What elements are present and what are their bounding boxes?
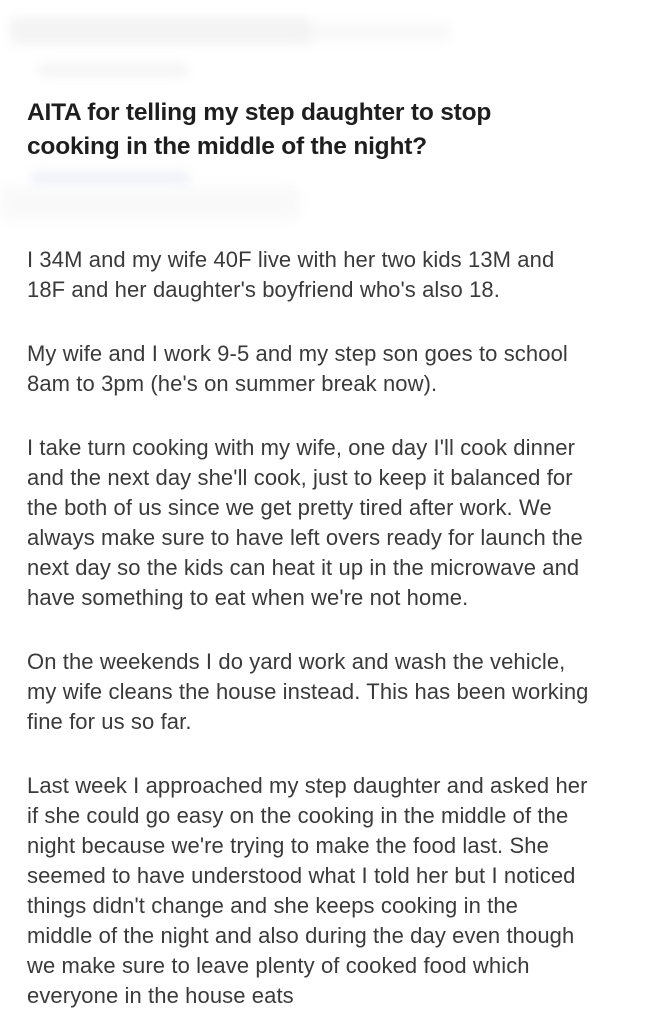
post-paragraph: I take turn cooking with my wife, one day I'll cook dinner and the next day she'll cook, just to keep it balanced for the both of us since we get pretty tired after work. We always make sure to have left overs ready for launch the next day so the kids can heat it up in the microwave and have something to eat when we're not home. — [27, 435, 583, 610]
post-body — [27, 245, 589, 1024]
redacted-user-info — [38, 63, 188, 77]
post-paragraph: My wife and I work 9-5 and my step son goes to school 8am to 3pm (he's on summer break now). — [27, 341, 568, 396]
post-paragraph: Last week I approached my step daughter and asked her if she could go easy on the cooking in the middle of the night because we're trying to make the food last. She seemed to have understood what I told her but I noticed things didn't change and she keeps cooking in the middle of the night and also during the day even though we make sure to leave plenty of cooked food which everyone in the house eats — [27, 773, 588, 1008]
redacted-post-meta — [0, 186, 300, 220]
post-paragraph: I 34M and my wife 40F live with her two kids 13M and 18F and her daughter's boyfriend who's also 18. — [27, 247, 555, 302]
post-title: AITA for telling my step daughter to stop cooking in the middle of the night? — [27, 99, 492, 160]
redacted-subreddit-header — [10, 17, 310, 45]
redacted-post-flair — [30, 171, 190, 185]
post-paragraph: On the weekends I do yard work and wash the vehicle, my wife cleans the house instead. This has been working fine for us so far. — [27, 649, 589, 734]
redacted-subreddit-header-extension — [300, 22, 450, 42]
